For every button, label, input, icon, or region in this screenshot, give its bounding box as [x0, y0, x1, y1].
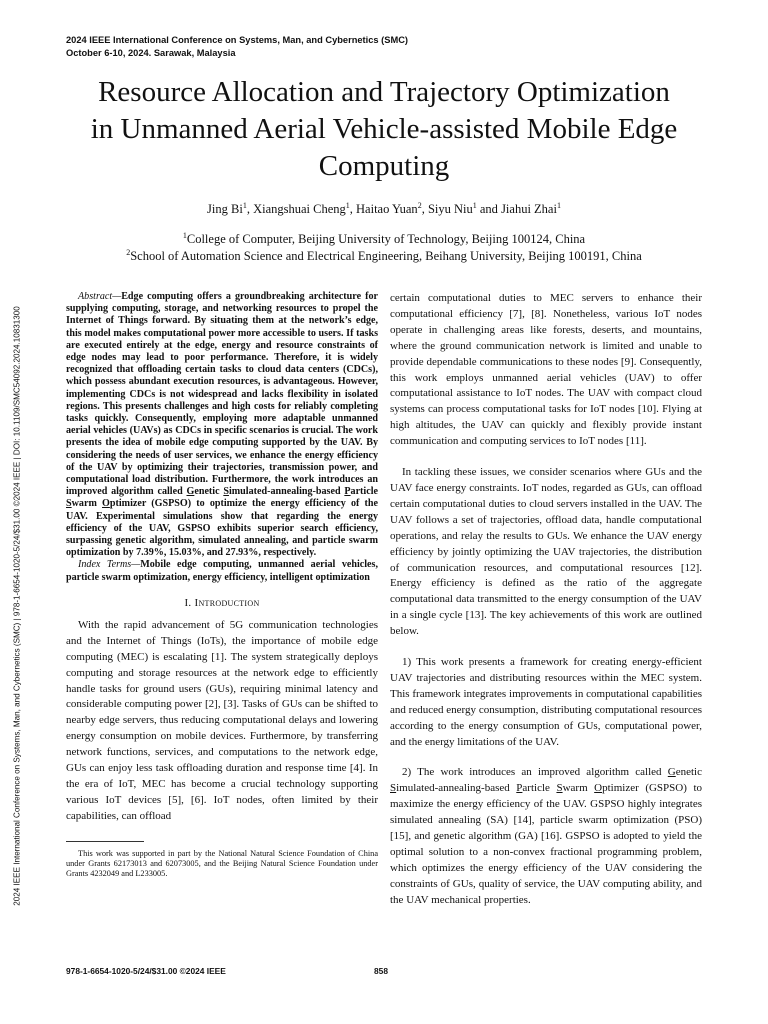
page-number: 858 — [374, 966, 388, 976]
author: Jiahui Zhai$^1$ — [501, 200, 561, 216]
contribution-item: 2) The work introduces an improved algorithm called Genetic Simulated-annealing-based Particle Swarm Optimizer (GSPSO) to maximize the energy efficiency of the UAV. GSPSO highly integrates simulated annealing (SA) [14], particle swarm optimization (PSO) [15], and genetic algorithm (GA) [16]. GSPSO is adopted to yield the optimal solution to a non-convex fractional programming problem, which optimizes the energy efficiency of the UAV considering the constraints of GUs, quality of service, the UAV computing ability, and the UAV mechanical properties. — [390, 766, 702, 906]
contribution-item: 1) This work presents a framework for creating energy-efficient UAV trajectories and distributing resources within the MEC system. This framework integrates improvements in computational capabilities and reduced energy consumption, distributing computational resources according to the energy consumption of GUs, computational power, and the energy limitations of the UAV. — [390, 656, 702, 748]
title-line-1: Resource Allocation and Trajectory Optimization — [98, 76, 670, 108]
body-paragraph: With the rapid advancement of 5G communication technologies and the Internet of Things (IoTs), the importance of mobile edge computing (MEC) is escalating [1]. The system strategically deploys computing and storage resources at the network edge to efficiently handle tasks for ground users (GUs), requiring minimal latency and considerable computing power [2], [3]. Tasks of GUs can be shifted to nearby edge servers, thus reducing computational delays and lowering energy consumption on mobile devices. Furthermore, by transferring network functions, services, and computations to the network edge, GUs can enjoy less task offloading duration and response time [4]. In the era of IoT, MEC has become a crucial technology supporting various IoT devices [5], [6]. IoT nodes, often limited by their capabilities, can offload — [66, 618, 378, 822]
body-paragraph: In tackling these issues, we consider scenarios where GUs and the UAV face energy constraints. IoT nodes, regarded as GUs, can offload certain computational duties to cloud servers installed in the UAV. The UAV follows a set of trajectories, offload data, handle computational operations, and relay the results to GUs. We enhance the UAV energy efficiency by jointly optimizing the UAV trajectories, the distribution of communication resources, and computational resources [12]. Energy efficiency is defined as the ratio of the aggregate computational data transmitted to the energy consumption of the UAV in a single cycle [13]. The key achievements of this work are outlined below. — [390, 466, 702, 638]
author: Xiangshuai Cheng$^1$, — [253, 200, 357, 216]
paper-title — [40, 74, 728, 185]
side-doi-strip — [7, 250, 27, 962]
abstract: Abstract—Edge computing offers a groundbreaking architecture for supplying computing, storage, and networking resources to propel the Internet of Things forward. By situating them at the network’s edge, this model makes computational power more accessible to users. If tasks are executed entirely at the edge, energy and resource constraints of edge nodes may lead to poor performance. Therefore, it is widely recognized that offloading certain tasks to cloud data centers (CDCs), which possess abundant execution resources, is advantageous. However, implementing CDCs is not widespread and lacks flexibility in isolated regions. This presents challenges and high costs for reliably completing tasks quickly. Consequently, employing more adaptable unmanned aerial vehicles (UAVs) as CDCs in specific scenarios is crucial. The work presents the idea of mobile edge computing supported by the UAV. By considering the needs of user services, we enhance the energy efficiency of the UAV by optimizing their trajectories, transmission power, and computational load distribution. Furthermore, the work introduces an improved algorithm called Genetic Simulated-annealing-based Particle Swarm Optimizer (GSPSO) to optimize the energy efficiency of the UAV. Experimental simulations show that regarding the energy efficiency of the UAV, GSPSO exhibits superior search efficiency, surpassing genetic algorithm, simulated annealing, and particle swarm optimization by 7.39%, 15.03%, and 27.93%, respectively. — [66, 291, 378, 559]
footer-isbn: 978-1-6654-1020-5/24/$31.00 ©2024 IEEE — [66, 966, 226, 976]
affiliation: $^2$School of Automation Science and Electrical Engineering, Beihang University, Beijing 100191, China — [126, 247, 642, 263]
author: Haitao Yuan$^2$, — [356, 200, 428, 216]
section-heading-introduction: I. Introduction — [184, 596, 260, 609]
right-column — [390, 291, 702, 909]
conference-header — [66, 34, 408, 59]
author: Jing Bi$^1$, — [207, 200, 254, 216]
title-line-3: Computing — [318, 150, 450, 182]
body-paragraph: certain computational duties to MEC servers to enhance their computational efficiency [7], [8]. Nonetheless, various IoT nodes operate in challenging areas like forests, deserts, and mountains, where the ground communication network is limited and unable to provide dependable communications to these nodes [9]. Consequently, this work employs unmanned aerial vehicles (UAV) to offer computational assistance to IoT nodes. The UAV with compact cloud systems can process computational tasks for IoT nodes [10]. Flying at high altitudes, the UAV can quickly and flexibly provide instant communication and computing services to IoT nodes [11]. — [390, 292, 702, 448]
conference-name: 2024 IEEE International Conference on Systems, Man, and Cybernetics (SMC) — [66, 35, 409, 45]
author-list — [40, 201, 728, 217]
index-terms: Index Terms—Mobile edge computing, unmanned aerial vehicles, particle swarm optimization, energy efficiency, intelligent optimization — [66, 559, 378, 583]
title-line-2: in Unmanned Aerial Vehicle-assisted Mobile Edge — [90, 113, 678, 145]
footnote-divider — [66, 841, 144, 842]
doi-text: 2024 IEEE International Conference on Systems, Man, and Cybernetics (SMC) | 978-1-6654-1020-5/24/$31.00 ©2024 IEEE | DOI: 10.1109/SMC54092.2024.10831300 — [12, 306, 22, 906]
affiliations — [40, 231, 728, 265]
conference-date-location: October 6-10, 2024. Sarawak, Malaysia — [66, 47, 236, 58]
left-column — [66, 291, 378, 879]
author: Siyu Niu$^1$ and — [427, 200, 502, 216]
affiliation: $^1$College of Computer, Beijing University of Technology, Beijing 100124, China — [182, 230, 586, 246]
funding-footnote: This work was supported in part by the National Natural Science Foundation of China under Grants 62173013 and 62073005, and the Beijing Natural Science Foundation under Grants 4232049 and L233005. — [66, 848, 378, 879]
